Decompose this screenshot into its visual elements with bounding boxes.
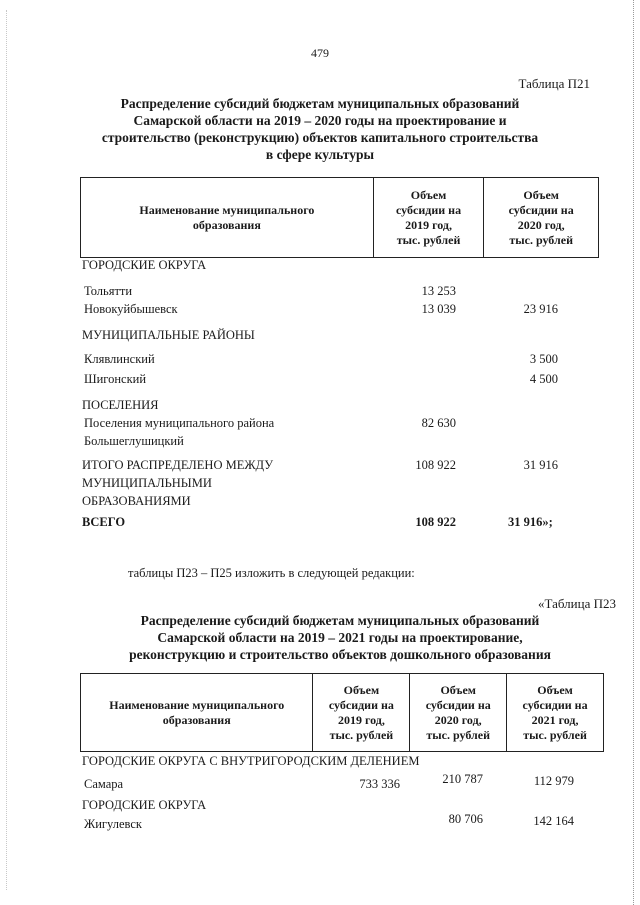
table23-header-name [81, 674, 313, 752]
table21-row-2020: 4 500 [529, 372, 558, 386]
table23-label: «Таблица П23 [538, 596, 616, 611]
table23-section-title: ГОРОДСКИЕ ОКРУГА [82, 798, 207, 812]
header-line: Объем [343, 682, 380, 697]
table21-row-2019: 13 039 [421, 302, 456, 316]
header-line: 2019 год, [405, 217, 452, 232]
header-line: тыс. рублей [329, 727, 394, 742]
header-line: Наименование муниципального [139, 202, 315, 217]
page-number: 479 [311, 46, 329, 60]
table21-row-2019: 13 253 [421, 284, 456, 298]
table21-section-title: МУНИЦИПАЛЬНЫЕ РАЙОНЫ [82, 328, 255, 342]
table21-row-name: Шигонский [84, 372, 147, 386]
table23-title [60, 612, 620, 663]
table21-section-title: ПОСЕЛЕНИЯ [82, 398, 159, 412]
table21-title [60, 95, 580, 163]
table23-row-2020: 210 787 [442, 772, 483, 786]
table21-total-name: ОБРАЗОВАНИЯМИ [82, 494, 191, 508]
table21-label: Таблица П21 [518, 76, 590, 91]
table23-section-title: ГОРОДСКИЕ ОКРУГА С ВНУТРИГОРОДСКИМ ДЕЛЕНИЕМ [82, 754, 420, 768]
header-line: субсидии на [396, 202, 462, 217]
table21-row-name: Поселения муниципального района [84, 416, 275, 430]
table23-header-2021 [507, 674, 604, 752]
table21-total-name: ИТОГО РАСПРЕДЕЛЕНО МЕЖДУ [82, 458, 274, 472]
header-line: тыс. рублей [523, 727, 587, 742]
table23-row-2020: 80 706 [448, 812, 483, 826]
table21-row-2020: 23 916 [523, 302, 558, 316]
table21-total-2020: 31 916 [523, 458, 558, 472]
table21-header-2020 [484, 178, 599, 258]
table21-total-2019: 108 922 [415, 458, 456, 472]
header-line: 2020 год, [517, 217, 565, 232]
table21-row-2019: 82 630 [421, 416, 456, 430]
table23-header-2019 [313, 674, 410, 752]
table21-row-name: Новокуйбышевск [84, 302, 178, 316]
header-line: тыс. рублей [426, 727, 491, 742]
header-line: образования [162, 712, 231, 727]
header-line: образования [192, 217, 261, 232]
table21-grand-total-name: ВСЕГО [82, 515, 126, 529]
table21-grand-total-2020: 31 916»; [508, 515, 553, 529]
table23-title-line: Распределение субсидий бюджетам муниципальных образований [140, 613, 540, 628]
table23-row-2021: 142 164 [533, 814, 574, 828]
header-line: субсидии на [425, 697, 491, 712]
table23-header-2020 [410, 674, 507, 752]
header-line: тыс. рублей [396, 232, 461, 247]
scan-edge-right [633, 0, 637, 905]
table21-row-2020: 3 500 [529, 352, 558, 366]
table23-row-name: Самара [84, 777, 124, 791]
table21-header-2019 [373, 178, 484, 258]
table23-header [80, 673, 604, 752]
header-line: тыс. рублей [509, 232, 573, 247]
header-line: субсидии на [328, 697, 394, 712]
header-line: Наименование муниципального [109, 697, 285, 712]
table23-row-2021: 112 979 [533, 774, 574, 788]
header-line: Объем [537, 682, 573, 697]
table21-title-line: в сфере культуры [265, 147, 375, 162]
table23-title-line: реконструкцию и строительство объектов дошкольного образования [129, 647, 551, 662]
table21-row-name: Клявлинский [84, 352, 155, 366]
table23-title-line: Самарской области на 2019 – 2021 годы на проектирование, [157, 630, 523, 645]
table21-grand-total-2019: 108 922 [415, 515, 456, 529]
table21-row-name: Тольятти [84, 284, 133, 298]
header-line: Объем [440, 682, 476, 697]
table23-row-2019: 733 336 [359, 777, 400, 791]
table21-title-line: Распределение субсидий бюджетам муниципальных образований [120, 96, 520, 111]
intro-text: таблицы П23 – П25 изложить в следующей редакции: [128, 566, 415, 580]
header-line: 2021 год, [531, 712, 579, 727]
header-line: Объем [410, 187, 447, 202]
header-line: Объем [523, 187, 559, 202]
header-line: субсидии на [522, 697, 588, 712]
header-line: 2019 год, [337, 712, 385, 727]
header-line: 2020 год, [434, 712, 482, 727]
table21-row-name: Большеглушицкий [84, 434, 184, 448]
table23-row-name: Жигулевск [84, 817, 142, 831]
table21-title-line: строительство (реконструкцию) объектов капитального строительства [101, 130, 539, 145]
table21-title-line: Самарской области на 2019 – 2020 годы на проектирование и [133, 113, 507, 128]
table21-header-name [81, 178, 374, 258]
table21-section-title: ГОРОДСКИЕ ОКРУГА [82, 258, 207, 272]
scan-edge-left [6, 10, 9, 890]
header-line: субсидии на [508, 202, 574, 217]
table21-total-name: МУНИЦИПАЛЬНЫМИ [82, 476, 212, 490]
table21-header [80, 177, 599, 258]
